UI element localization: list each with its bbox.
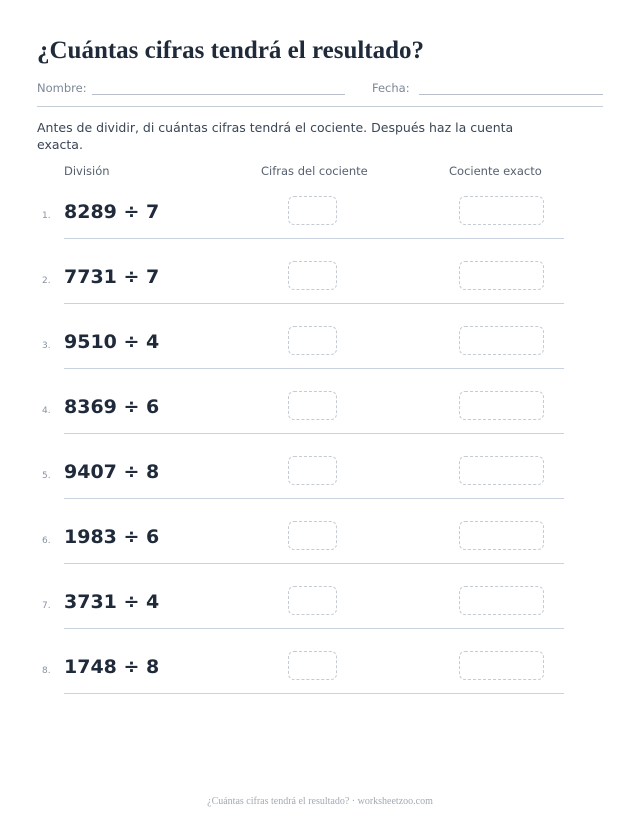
quotient-answer-box[interactable] xyxy=(459,326,544,355)
worksheet-title: ¿Cuántas cifras tendrá el resultado? xyxy=(37,37,425,64)
problem-row-6 xyxy=(0,518,640,583)
digits-answer-box[interactable] xyxy=(288,261,337,290)
digits-answer-box[interactable] xyxy=(288,456,337,485)
column-header-division: División xyxy=(64,164,110,178)
problem-row-8 xyxy=(0,648,640,713)
row-divider xyxy=(64,368,564,369)
date-label: Fecha: xyxy=(372,81,410,95)
digits-answer-box[interactable] xyxy=(288,196,337,225)
column-header-digits: Cifras del cociente xyxy=(261,164,368,178)
header-divider xyxy=(37,106,603,107)
footer-text: ¿Cuántas cifras tendrá el resultado? · worksheetzoo.com xyxy=(207,796,433,807)
digits-answer-box[interactable] xyxy=(288,521,337,550)
row-divider xyxy=(64,238,564,239)
quotient-answer-box[interactable] xyxy=(459,456,544,485)
division-expression: 8369 ÷ 6 xyxy=(64,396,160,418)
name-label: Nombre: xyxy=(37,81,87,95)
digits-answer-box[interactable] xyxy=(288,651,337,680)
row-divider xyxy=(64,433,564,434)
row-divider xyxy=(64,693,564,694)
division-expression: 1983 ÷ 6 xyxy=(64,526,160,548)
problem-number: 5. xyxy=(42,471,51,481)
problem-number: 1. xyxy=(42,211,51,221)
name-field-line[interactable] xyxy=(92,94,345,95)
division-expression: 1748 ÷ 8 xyxy=(64,656,160,678)
digits-answer-box[interactable] xyxy=(288,586,337,615)
quotient-answer-box[interactable] xyxy=(459,586,544,615)
division-expression: 9510 ÷ 4 xyxy=(64,331,160,353)
problem-number: 7. xyxy=(42,601,51,611)
column-header-quotient: Cociente exacto xyxy=(449,164,542,178)
problem-number: 4. xyxy=(42,406,51,416)
row-divider xyxy=(64,628,564,629)
division-expression: 3731 ÷ 4 xyxy=(64,591,160,613)
problem-row-3 xyxy=(0,323,640,388)
row-divider xyxy=(64,303,564,304)
row-divider xyxy=(64,498,564,499)
quotient-answer-box[interactable] xyxy=(459,196,544,225)
quotient-answer-box[interactable] xyxy=(459,391,544,420)
problem-row-7 xyxy=(0,583,640,648)
quotient-answer-box[interactable] xyxy=(459,261,544,290)
digits-answer-box[interactable] xyxy=(288,326,337,355)
problem-row-4 xyxy=(0,388,640,453)
problem-row-2 xyxy=(0,258,640,323)
division-expression: 8289 ÷ 7 xyxy=(64,201,160,223)
problem-number: 8. xyxy=(42,666,51,676)
problem-row-5 xyxy=(0,453,640,518)
problem-number: 2. xyxy=(42,276,51,286)
date-field-line[interactable] xyxy=(419,94,603,95)
instructions-text: Antes de dividir, di cuántas cifras tendrá el cociente. Después haz la cuenta exacta. xyxy=(37,120,514,152)
division-expression: 7731 ÷ 7 xyxy=(64,266,160,288)
row-divider xyxy=(64,563,564,564)
quotient-answer-box[interactable] xyxy=(459,651,544,680)
division-expression: 9407 ÷ 8 xyxy=(64,461,160,483)
problem-row-1 xyxy=(0,193,640,258)
problem-number: 3. xyxy=(42,341,51,351)
problem-number: 6. xyxy=(42,536,51,546)
quotient-answer-box[interactable] xyxy=(459,521,544,550)
digits-answer-box[interactable] xyxy=(288,391,337,420)
